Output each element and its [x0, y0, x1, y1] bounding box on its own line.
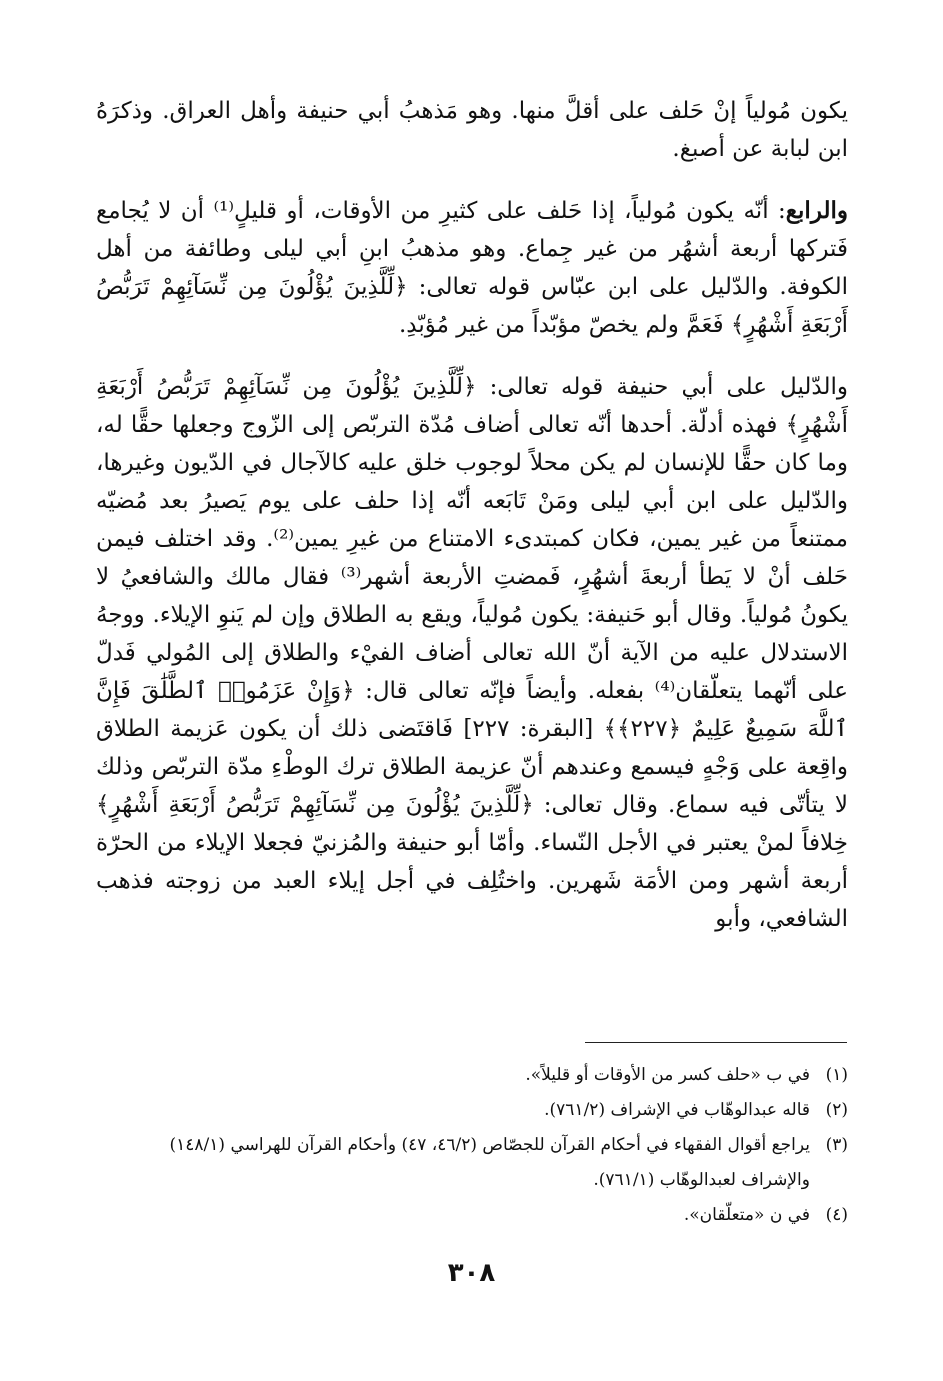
footnotes: [96, 1058, 848, 1233]
footnote-text: في ن «متعلّقان».: [683, 1205, 810, 1225]
footnote-number: (٣): [825, 1135, 848, 1155]
footnote: [96, 1198, 848, 1233]
footnote-text: يراجع أقوال الفقهاء في أحكام القرآن للجصّاص (٤٦/٢، ٤٧) وأحكام القرآن للهراسي (١٤٨/١) والإشراف لعبدالوهّاب (٧٦١/١).: [169, 1135, 810, 1190]
footnote-separator: [585, 1042, 847, 1043]
paragraph-3: والدّليل على أبي حنيفة قوله تعالى: ﴿لِّلَّذِينَ يُؤْلُونَ مِن نِّسَآئِهِمْ تَرَبُّصُ أَرْبَعَةِ أَشْهُرٍ﴾ فهذه أدلّة. أحدها أنّه تعالى أضاف مُدّة التربّص إلى الزّوج وجعلها حقًّا له، وما كان حقًّا للإنسان لم يكن محلاً لوجوب خلق عليه كالآجال في الدّيون وغيرها، والدّليل على ابن أبي ليلى ومَنْ تَابَعه أنّه إذا حلف على يوم يَصيرُ بعد مُضيّه ممتنعاً من غير يمين، فكان كمبتدىء الامتناع من غيرِ يمين⁽²⁾. وقد اختلف فيمن حَلف أنْ لا يَطأ أربعةَ أشهُرٍ، فَمضتِ الأربعة أشهر⁽³⁾ فقال مالك والشافعيُ لا يكونُ مُولياً. وقال أبو حَنيفة: يكون مُولياً، ويقع به الطلاق وإن لم يَنوِ الإيلاء. ووجهُ الاستدلال عليه من الآية أنّ الله تعالى أضاف الفيْء والطلاق إلى المُولي فَدلّ على أنّهما يتعلّقان⁽⁴⁾ بفعله. وأيضاً فإنّه تعالى قال: ﴿وَإِنْ عَزَمُوا۟ ٱلطَّلَٰقَ فَإِنَّ ٱللَّهَ سَمِيعٌ عَلِيمٌ ﴿٢٢٧﴾﴾ [البقرة: ٢٢٧] فَاقتَضى ذلك أن يكون عَزيمة الطلاق واقِعة على وَجْهٍ فيسمع وعندهم أنّ عزيمة الطلاق ترك الوطْءِ مدّة التربّص وذلك لا يتأتّى فيه سماع. وقال تعالى: ﴿لِّلَّذِينَ يُؤْلُونَ مِن نِّسَآئِهِمْ تَرَبُّصُ أَرْبَعَةِ أَشْهُرٍ﴾ خِلافاً لمنْ يعتبر في الأجل النّساء. وأمّا أبو حنيفة والمُزنيّ فجعلا الإيلاء من الحرّة أربعة أشهر ومن الأمَة شَهرين. واختُلِف في أجل إيلاء العبد من زوجته فذهب الشافعي، وأبو: [96, 374, 849, 932]
footnote-text: في ب «حلف كسر من الأوقات أو قليلاً».: [525, 1065, 810, 1085]
footnote: [96, 1093, 848, 1128]
paragraph-1: يكون مُولياً إنْ حَلف على أقلَّ منها. وهو مَذهبُ أبي حنيفة وأهل العراق. وذكرَهُ ابن لبابة عن أصبغ.: [96, 98, 848, 162]
footnote: [96, 1058, 848, 1093]
footnote-text: قاله عبدالوهّاب في الإشراف (٧٦١/٢).: [544, 1100, 810, 1120]
paragraph-2: [96, 192, 848, 344]
paragraph-2-lead: والرابع: [785, 197, 849, 224]
footnote-number: (٤): [825, 1205, 848, 1225]
footnote-number: (٢): [825, 1100, 848, 1120]
page-number: ٣٠٨: [447, 1258, 496, 1288]
paragraph-2-text: : أنّه يكون مُولياً، إذا حَلف على كثيرِ من الأوقات، أو قليلٍ⁽¹⁾ أن لا يُجامع فَتركها أربعة أشهُر من غير جِماع. وهو مذهبُ ابنِ أبي ليلى وطائفة من أهل الكوفة. والدّليل على ابن عبّاس قوله تعالى: ﴿لِّلَّذِينَ يُؤْلُونَ مِن نِّسَآئِهِمْ تَرَبُّصُ أَرْبَعَةِ أَشْهُرٍ﴾ فَعَمَّ ولم يخصّ مؤبّداً من غير مُؤبّدِ.: [96, 198, 848, 338]
footnote-number: (١): [825, 1065, 848, 1085]
main-text: [96, 92, 848, 938]
footnote: [96, 1128, 848, 1198]
